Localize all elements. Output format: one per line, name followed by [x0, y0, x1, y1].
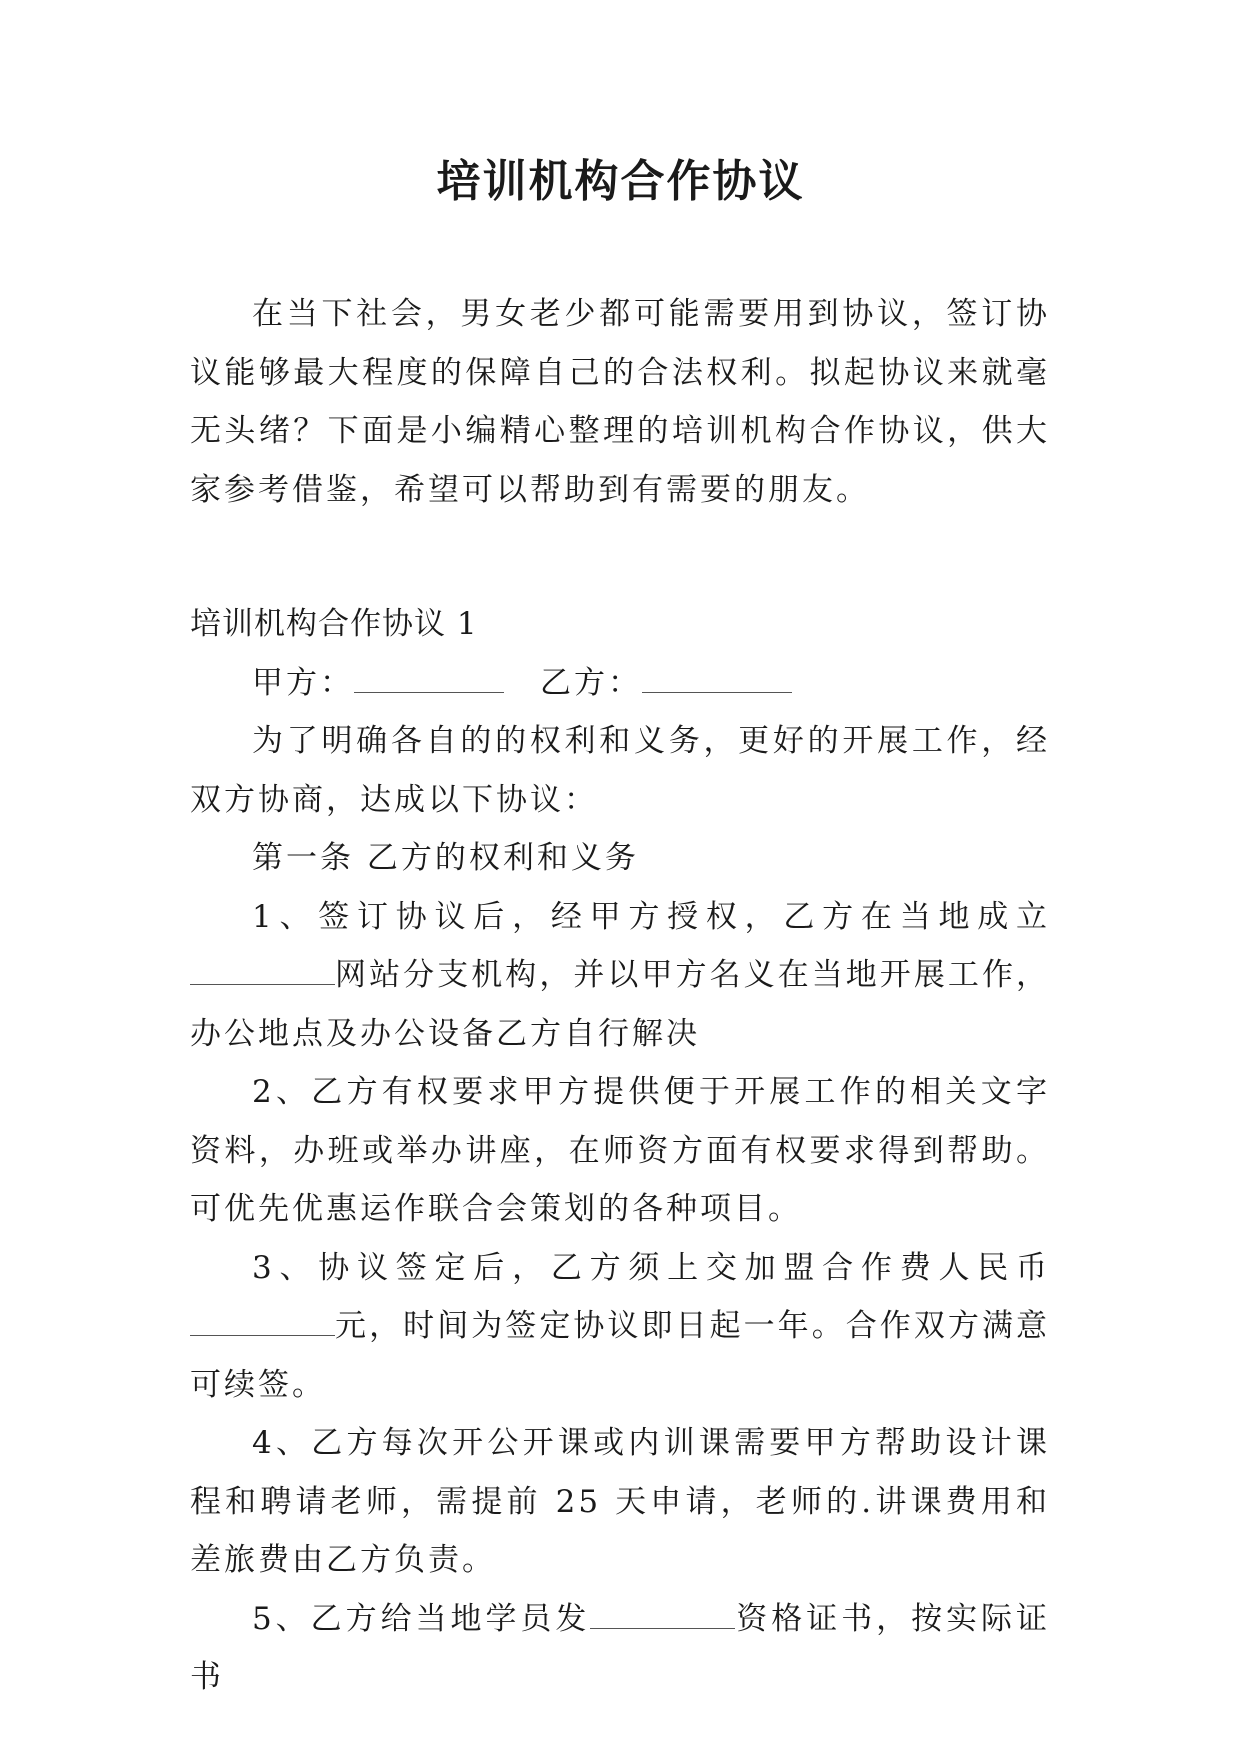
intro-paragraph: 在当下社会，男女老少都可能需要用到协议，签订协议能够最大程度的保障自己的合法权利。拟起协议来就毫无头绪？下面是小编精心整理的培训机构合作协议，供大家参考借鉴，希望可以帮助到有需要的朋友。	[190, 296, 1050, 508]
clause-4: 4、乙方每次开公开课或内训课需要甲方帮助设计课程和聘请老师，需提前 25 天申请，老师的.讲课费用和差旅费由乙方负责。	[190, 1425, 1050, 1578]
clause-1-start: 1、签订协议后，经甲方授权，乙方在当地成立	[252, 898, 1050, 935]
clause-3	[190, 1239, 1050, 1415]
clause-5-blank	[590, 1627, 735, 1629]
preamble-paragraph: 为了明确各自的的权利和义务，更好的开展工作，经双方协商，达成以下协议：	[190, 723, 1050, 818]
party-a-label: 甲方：	[252, 664, 354, 701]
party-a-blank	[354, 691, 504, 693]
section-heading: 培训机构合作协议 1	[190, 606, 478, 642]
clause-3-start: 3、协议签定后，乙方须上交加盟合作费人民币	[252, 1249, 1050, 1286]
party-b-label: 乙方：	[540, 664, 642, 701]
clause-3-blank	[190, 1334, 335, 1336]
document-title: 培训机构合作协议	[436, 156, 805, 207]
document-body	[190, 285, 1050, 1707]
article-heading: 第一条 乙方的权利和义务	[252, 840, 639, 876]
clause-1-end: 网站分支机构，并以甲方名义在当地开展工作，办公地点及办公设备乙方自行解决	[190, 957, 1050, 1052]
clause-2: 2、乙方有权要求甲方提供便于开展工作的相关文字资料，办班或举办讲座，在师资方面有权要求得到帮助。可优先优惠运作联合会策划的各种项目。	[190, 1074, 1050, 1227]
parties-line	[190, 654, 1050, 713]
clause-5-start: 5、乙方给当地学员发	[252, 1600, 591, 1637]
party-b-blank	[642, 691, 792, 693]
clause-1-blank	[190, 983, 335, 985]
clause-5-end: 资格证书，按实际证书	[190, 1600, 1050, 1695]
clause-5	[190, 1590, 1050, 1707]
clause-1	[190, 888, 1050, 1064]
paragraph-gap	[190, 519, 1050, 595]
clause-3-end: 元，时间为签定协议即日起一年。合作双方满意可续签。	[190, 1308, 1050, 1403]
